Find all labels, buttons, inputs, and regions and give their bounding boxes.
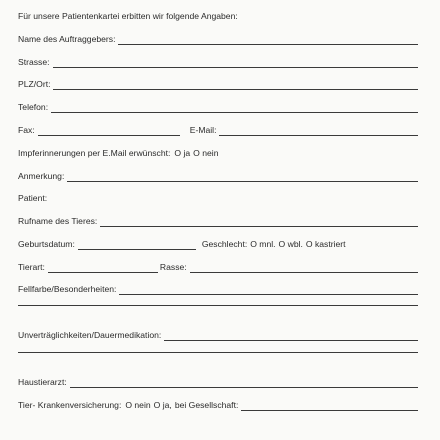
vet-field[interactable] [70,379,418,388]
insurance-label: Tier- Krankenversicherung: [18,400,122,410]
fur-field[interactable] [119,286,418,295]
remark-label: Anmerkung: [18,171,65,181]
name-row [18,33,418,45]
birth-field[interactable] [78,241,196,250]
callname-row [18,215,418,227]
fur-label: Fellfarbe/Besonderheiten: [18,284,117,294]
email-field[interactable] [219,127,418,136]
remark-field[interactable] [67,173,418,182]
form-intro: Für unsere Patientenkartei erbitten wir folgende Angaben: [18,11,238,21]
vet-label: Haustierarzt: [18,377,67,387]
callname-field[interactable] [100,218,418,227]
intolerance-label: Unverträglichkeiten/Dauermedikation: [18,330,162,340]
patient-heading: Patient: [18,193,48,203]
fur-row [18,283,418,295]
insurance-company-label: bei Gesellschaft: [174,400,239,410]
phone-field[interactable] [51,104,418,113]
insurance-company-field[interactable] [241,402,418,411]
remark-row [18,170,418,182]
species-field[interactable] [48,264,158,273]
name-field[interactable] [118,36,418,45]
intolerance-field[interactable] [164,332,418,341]
intro-row [18,10,418,22]
reminder-yes-option[interactable]: O ja [174,148,191,158]
patient-row [18,192,418,204]
sex-label: Geschlecht: [201,239,248,249]
insurance-row [18,399,418,411]
zip-row [18,78,418,90]
phone-label: Telefon: [18,102,49,112]
insurance-yes-option[interactable]: O ja, [153,400,172,410]
species-breed-row [18,261,418,273]
reminder-row [18,147,418,159]
intolerance-row [18,329,418,341]
email-label: E-Mail: [189,125,217,135]
breed-label: Rasse: [159,262,187,272]
street-label: Strasse: [18,57,50,67]
zip-city-label: PLZ/Ort: [18,79,51,89]
name-label: Name des Auftraggebers: [18,34,116,44]
street-field[interactable] [53,59,418,68]
species-label: Tierart: [18,262,45,272]
fax-label: Fax: [18,125,35,135]
intolerance-field-line-2[interactable] [18,352,418,353]
sex-female-option[interactable]: O wbl. [278,239,303,249]
fax-field[interactable] [38,127,180,136]
insurance-no-option[interactable]: O nein [125,400,151,410]
sex-castrated-option[interactable]: O kastriert [305,239,346,249]
reminder-label: Impferinnerungen per E.Mail erwünscht: [18,148,171,158]
sex-male-option[interactable]: O mnl. [250,239,276,249]
fur-field-line-2[interactable] [18,305,418,306]
phone-row [18,101,418,113]
reminder-no-option[interactable]: O nein [193,148,219,158]
zip-city-field[interactable] [53,81,418,90]
street-row [18,56,418,68]
birth-sex-row [18,238,418,250]
birth-label: Geburtsdatum: [18,239,75,249]
callname-label: Rufname des Tieres: [18,216,98,226]
vet-row [18,376,418,388]
breed-field[interactable] [190,264,418,273]
fax-email-row [18,124,418,136]
